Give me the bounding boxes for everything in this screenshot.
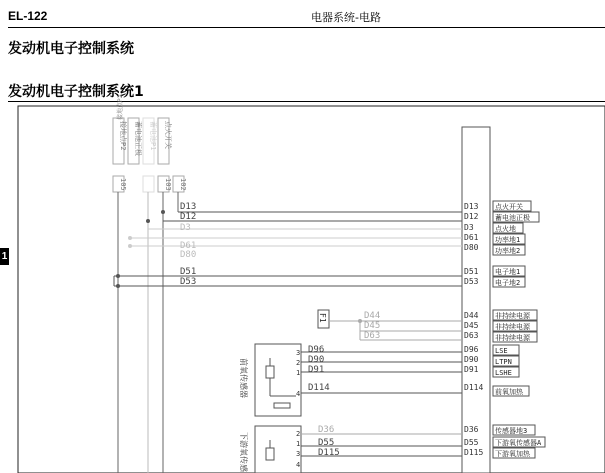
svg-text:D80: D80 bbox=[464, 243, 479, 252]
source-bus-lines bbox=[118, 192, 178, 473]
wire-d51-left: D51 bbox=[180, 267, 197, 277]
code-105: 105 bbox=[119, 178, 127, 191]
svg-text:非持续电源: 非持续电源 bbox=[495, 323, 530, 331]
svg-text:2: 2 bbox=[296, 359, 301, 367]
battery-positive-text: 蓄电池正极 bbox=[134, 121, 142, 156]
svg-text:电子地1: 电子地1 bbox=[495, 268, 521, 276]
code-102: 102 bbox=[179, 178, 187, 191]
wire-d44-left: D44 bbox=[364, 311, 381, 321]
ground-power-wires bbox=[114, 212, 462, 286]
code-103: 103 bbox=[164, 178, 172, 191]
page-heading: 发动机电子控制系统 bbox=[8, 41, 134, 57]
ground-p2-text: 接地点P2 bbox=[119, 121, 127, 151]
svg-text:D45: D45 bbox=[464, 321, 479, 330]
wire-d115-left: D115 bbox=[318, 448, 340, 458]
svg-text:1: 1 bbox=[296, 440, 301, 448]
svg-text:传感器地3: 传感器地3 bbox=[495, 427, 528, 435]
source-vertical-text bbox=[119, 121, 187, 191]
sensor2-pins bbox=[296, 430, 300, 469]
svg-text:D13: D13 bbox=[464, 202, 479, 211]
downstream-oxygen-sensor-box bbox=[255, 426, 301, 473]
svg-text:D44: D44 bbox=[464, 311, 479, 320]
svg-text:D3: D3 bbox=[464, 223, 474, 232]
front-oxygen-sensor-box bbox=[255, 344, 301, 416]
wire-d61-left: D61 bbox=[180, 241, 197, 251]
wire-d63-left: D63 bbox=[364, 331, 381, 341]
page-code: EL-122 bbox=[8, 9, 48, 23]
svg-text:4: 4 bbox=[296, 390, 301, 398]
front-oxygen-sensor-label: 前氧传感器 bbox=[239, 358, 248, 398]
ground-p2-label: 接地点P2 bbox=[117, 94, 124, 120]
svg-text:3: 3 bbox=[296, 349, 301, 357]
section-tab: 1 bbox=[0, 248, 9, 265]
svg-text:下游氧加热: 下游氧加热 bbox=[495, 450, 530, 458]
svg-text:D90: D90 bbox=[464, 355, 479, 364]
wire-d53-left: D53 bbox=[180, 277, 197, 287]
supply-wires bbox=[329, 321, 462, 340]
svg-text:LSE: LSE bbox=[495, 347, 508, 355]
downstream-oxygen-sensor-label: 下游氧传感 bbox=[239, 432, 248, 472]
section-title: 电器系统-电路 bbox=[311, 11, 381, 24]
svg-text:LSHE: LSHE bbox=[495, 369, 512, 377]
left-wire-labels bbox=[180, 202, 196, 287]
svg-text:D55: D55 bbox=[464, 438, 479, 447]
ecu-terminal-codes bbox=[464, 202, 483, 457]
svg-text:下游氧传感器A: 下游氧传感器A bbox=[495, 439, 542, 447]
diagram-frame bbox=[18, 106, 605, 473]
fuse-f1-label: F1 bbox=[318, 313, 327, 323]
sensor1-pins bbox=[296, 349, 300, 398]
ecu-terminal-labels bbox=[495, 202, 542, 458]
svg-text:1: 1 bbox=[296, 369, 301, 377]
svg-text:4: 4 bbox=[296, 461, 301, 469]
battery-p1-text: 蓄电池P1 bbox=[149, 121, 157, 151]
junction-dots bbox=[116, 210, 362, 323]
wire-d90-left: D90 bbox=[308, 355, 325, 365]
svg-text:点火地: 点火地 bbox=[495, 225, 516, 233]
svg-text:功率地1: 功率地1 bbox=[495, 236, 521, 244]
svg-text:D96: D96 bbox=[464, 345, 479, 354]
svg-text:D36: D36 bbox=[464, 425, 479, 434]
wire-d91-left: D91 bbox=[308, 365, 325, 375]
svg-text:D115: D115 bbox=[464, 448, 484, 457]
svg-text:D53: D53 bbox=[464, 277, 479, 286]
ignition-switch-text: 点火开关 bbox=[164, 121, 172, 149]
svg-text:LTPN: LTPN bbox=[495, 358, 512, 366]
wire-d3-left: D3 bbox=[180, 223, 191, 233]
svg-text:D91: D91 bbox=[464, 365, 479, 374]
wire-d55-left: D55 bbox=[318, 438, 335, 448]
sensor2-internals bbox=[266, 440, 274, 460]
wire-d96-left: D96 bbox=[308, 345, 325, 355]
svg-text:2: 2 bbox=[296, 430, 301, 438]
wire-d12-left: D12 bbox=[180, 212, 197, 222]
svg-text:前氧加热: 前氧加热 bbox=[495, 388, 523, 396]
svg-text:非持续电源: 非持续电源 bbox=[495, 334, 530, 342]
wire-d36-left: D36 bbox=[318, 425, 335, 435]
page-subheading: 发动机电子控制系统1 bbox=[8, 84, 144, 100]
svg-text:非持续电源: 非持续电源 bbox=[495, 312, 530, 320]
svg-text:蓄电池正极: 蓄电池正极 bbox=[495, 214, 530, 222]
wire-d80-left: D80 bbox=[180, 250, 197, 260]
wire-d114-left: D114 bbox=[308, 383, 330, 393]
mid-wire-labels bbox=[364, 311, 380, 341]
svg-text:D12: D12 bbox=[464, 212, 479, 221]
svg-text:电子地2: 电子地2 bbox=[495, 279, 521, 287]
svg-text:D114: D114 bbox=[464, 383, 484, 392]
sensor1-internals bbox=[266, 358, 296, 408]
wire-d13-left: D13 bbox=[180, 202, 197, 212]
svg-text:D63: D63 bbox=[464, 331, 479, 340]
svg-text:点火开关: 点火开关 bbox=[495, 203, 523, 211]
downstream-wire-labels bbox=[318, 425, 340, 458]
ecu-block bbox=[462, 127, 490, 473]
svg-text:3: 3 bbox=[296, 450, 301, 458]
wire-d45-left: D45 bbox=[364, 321, 381, 331]
svg-text:D61: D61 bbox=[464, 233, 479, 242]
svg-text:D51: D51 bbox=[464, 267, 479, 276]
svg-text:功率地2: 功率地2 bbox=[495, 247, 521, 255]
